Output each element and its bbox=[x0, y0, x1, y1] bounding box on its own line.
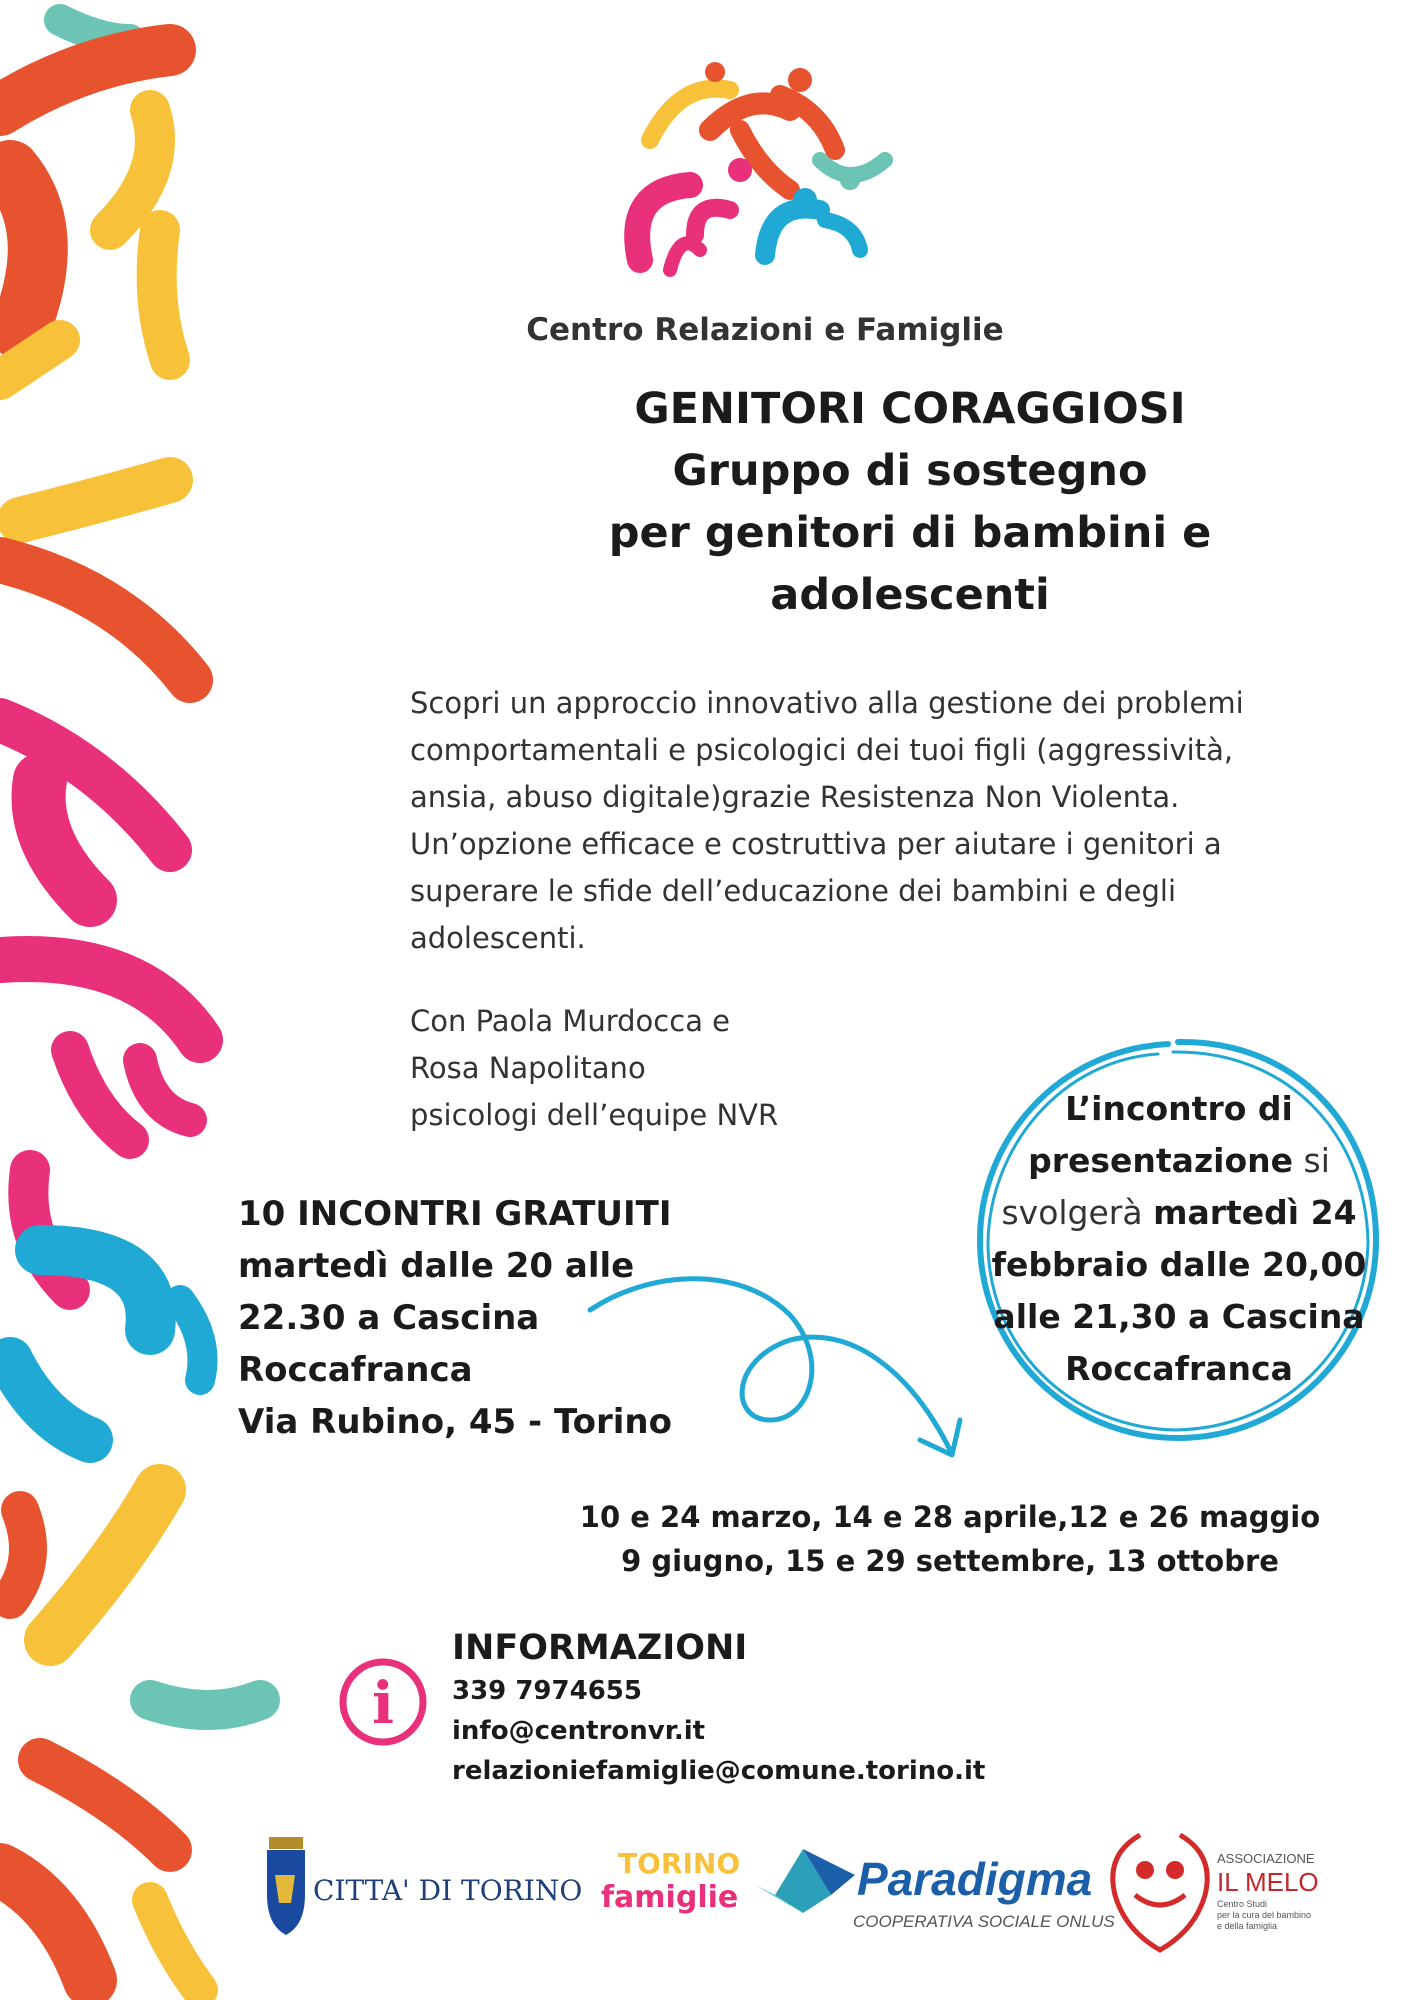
curly-arrow-icon bbox=[590, 1270, 980, 1480]
melo-label: per la cura del bambino bbox=[1217, 1910, 1312, 1920]
meetings-line: 22.30 a Cascina bbox=[238, 1298, 540, 1338]
page-title bbox=[520, 378, 1300, 626]
torino-famiglie-top: TORINO bbox=[618, 1847, 741, 1880]
melo-label: ASSOCIAZIONE bbox=[1217, 1851, 1315, 1866]
presentation-light: svolgerà bbox=[1001, 1193, 1154, 1232]
meetings-line: martedì dalle 20 alle bbox=[238, 1246, 635, 1286]
meetings-line: 10 INCONTRI GRATUITI bbox=[238, 1194, 672, 1234]
melo-label: e della famiglia bbox=[1217, 1921, 1278, 1931]
hosts-line: Rosa Napolitano bbox=[410, 1051, 646, 1085]
description-line: superare le sfide dell’educazione dei bambini e degli bbox=[410, 874, 1177, 908]
title-line: per genitori di bambini e bbox=[608, 508, 1212, 558]
presentation-line: febbraio dalle 20,00 bbox=[991, 1245, 1367, 1284]
info-title: INFORMAZIONI bbox=[452, 1628, 748, 1668]
presentation-text bbox=[975, 1083, 1383, 1395]
sponsor-logos bbox=[255, 1815, 1319, 1965]
info-icon bbox=[336, 1655, 430, 1749]
meeting-dates bbox=[520, 1495, 1380, 1583]
melo-label: Centro Studi bbox=[1217, 1899, 1268, 1909]
hosts-line: psicologi dell’equipe NVR bbox=[410, 1098, 779, 1132]
decorative-side-pattern bbox=[0, 0, 300, 2000]
organization-name: Centro Relazioni e Famiglie bbox=[526, 312, 1004, 348]
presentation-line: Roccafranca bbox=[1065, 1349, 1293, 1388]
info-phone[interactable]: 339 7974655 bbox=[452, 1676, 642, 1706]
presentation-bold: martedì 24 bbox=[1153, 1193, 1357, 1232]
info-email-link[interactable]: relazioniefamiglie@comune.torino.it bbox=[452, 1756, 986, 1786]
citta-label: CITTA' DI TORINO bbox=[313, 1874, 583, 1907]
description-line: adolescenti. bbox=[410, 921, 586, 955]
description-line: ansia, abuso digitale)grazie Resistenza Non Violenta. bbox=[410, 780, 1180, 814]
meetings-line: Roccafranca bbox=[238, 1350, 473, 1390]
hosts-line: Con Paola Murdocca e bbox=[410, 1004, 731, 1038]
title-line: GENITORI CORAGGIOSI bbox=[634, 384, 1186, 434]
description bbox=[410, 680, 1370, 962]
melo-label: IL MELO bbox=[1217, 1867, 1319, 1897]
description-line: comportamentali e psicologici dei tuoi figli (aggressività, bbox=[410, 733, 1234, 767]
description-line: Scopri un approccio innovativo alla gestione dei problemi bbox=[410, 686, 1244, 720]
hosts bbox=[410, 998, 778, 1139]
citta-di-torino-logo bbox=[267, 1837, 582, 1935]
presentation-bold: presentazione bbox=[1028, 1141, 1294, 1180]
paradigma-subtitle: COOPERATIVA SOCIALE ONLUS bbox=[853, 1912, 1115, 1931]
info-glyph: i bbox=[371, 1669, 395, 1737]
description-line: Un’opzione efficace e costruttiva per aiutare i genitori a bbox=[410, 827, 1222, 861]
title-line: Gruppo di sostegno bbox=[672, 446, 1148, 496]
il-melo-logo bbox=[1113, 1835, 1319, 1950]
presentation-line: alle 21,30 a Cascina bbox=[993, 1297, 1365, 1336]
paradigma-logo bbox=[755, 1849, 1115, 1931]
dates-line: 10 e 24 marzo, 14 e 28 aprile,12 e 26 maggio bbox=[579, 1500, 1321, 1534]
paradigma-label: Paradigma bbox=[857, 1853, 1093, 1905]
title-line: adolescenti bbox=[770, 570, 1050, 620]
presentation-light: si bbox=[1293, 1141, 1330, 1180]
meetings-line: Via Rubino, 45 - Torino bbox=[238, 1402, 672, 1442]
info-email-link[interactable]: info@centronvr.it bbox=[452, 1716, 706, 1746]
torino-famiglie-bottom: famiglie bbox=[601, 1880, 739, 1915]
centro-relazioni-logo bbox=[620, 60, 910, 290]
dates-line: 9 giugno, 15 e 29 settembre, 13 ottobre bbox=[621, 1544, 1279, 1578]
presentation-line: L’incontro di bbox=[1065, 1089, 1293, 1128]
torino-famiglie-logo bbox=[601, 1847, 740, 1915]
